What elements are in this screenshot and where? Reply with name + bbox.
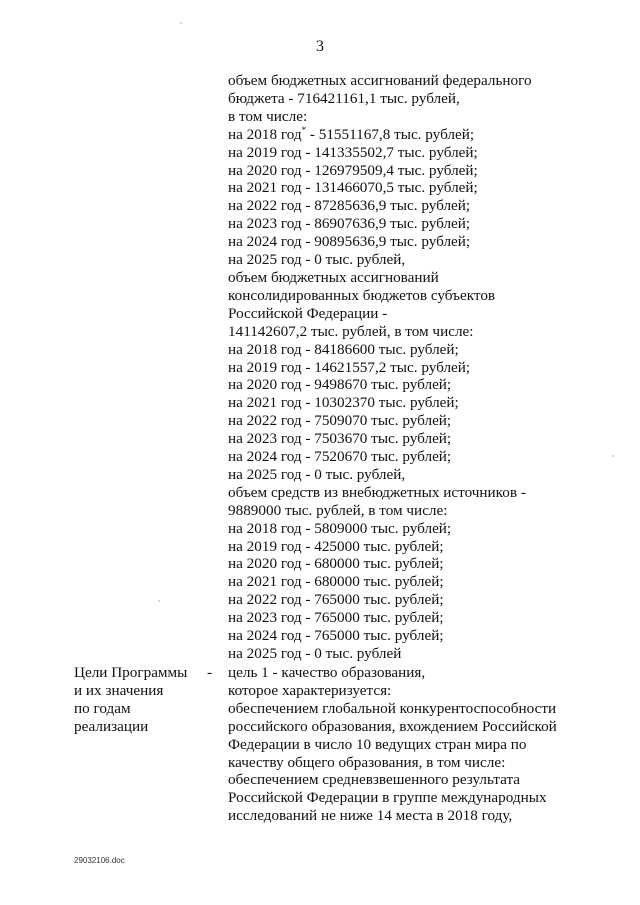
federal-year-line: на 2020 год - 126979509,4 тыс. рублей;	[228, 161, 478, 179]
federal-title: объем бюджетных ассигнований федерального	[228, 72, 532, 89]
goals-text-line: обеспечением средневзвешенного результата	[228, 771, 521, 789]
extrabudget-year-line: на 2023 год - 765000 тыс. рублей;	[228, 609, 444, 627]
regional-year-line: на 2020 год - 9498670 тыс. рублей;	[228, 376, 452, 394]
federal-2018-value: - 51551167,8 тыс. рублей;	[306, 125, 475, 143]
scan-speck	[158, 600, 160, 602]
regional-title: объем бюджетных ассигнований	[228, 268, 439, 286]
regional-year-line: на 2022 год - 7509070 тыс. рублей;	[228, 412, 452, 430]
regional-year-line: на 2019 год - 14621557,2 тыс. рублей;	[228, 358, 471, 376]
regional-year-line: на 2023 год - 7503670 тыс. рублей;	[228, 430, 452, 448]
federal-2018-label: на 2018 год	[228, 125, 302, 143]
goals-section-label	[74, 664, 204, 736]
goals-text-line: качеству общего образования, в том числе:	[228, 753, 506, 771]
extrabudget-year-line: на 2018 год - 5809000 тыс. рублей;	[228, 519, 452, 537]
regional-title: консолидированных бюджетов субъектов	[228, 286, 496, 304]
regional-title: Российской Федерации -	[228, 304, 388, 322]
goals-label-line: Цели Программы	[74, 664, 188, 681]
goals-label-line: реализации	[74, 717, 149, 735]
federal-including: в том числе:	[228, 107, 308, 125]
regional-year-line: на 2025 год - 0 тыс. рублей,	[228, 465, 406, 483]
extrabudget-year-line: на 2024 год - 765000 тыс. рублей;	[228, 627, 444, 645]
goals-text-line: обеспечением глобальной конкурентоспособности	[228, 699, 557, 717]
extrabudget-year-line: на 2022 год - 765000 тыс. рублей;	[228, 591, 444, 609]
regional-total: 141142607,2 тыс. рублей, в том числе:	[228, 322, 474, 340]
goals-label-line: и их значения	[74, 681, 164, 699]
extrabudget-year-line: на 2019 год - 425000 тыс. рублей;	[228, 537, 444, 555]
goals-text-line: цель 1 - качество образования,	[228, 664, 426, 681]
goals-description	[228, 664, 608, 825]
goals-label-line: по годам	[74, 699, 131, 717]
regional-year-line: на 2021 год - 10302370 тыс. рублей;	[228, 394, 459, 412]
goals-text-line: исследований не ниже 14 места в 2018 году,	[228, 807, 513, 825]
goals-text-line: российского образования, вхождением Российской	[228, 717, 557, 735]
federal-total: бюджета - 716421161,1 тыс. рублей,	[228, 89, 460, 107]
regional-year-line: на 2024 год - 7520670 тыс. рублей;	[228, 448, 452, 466]
goals-dash: -	[207, 664, 213, 681]
extrabudget-year-line: на 2025 год - 0 тыс. рублей	[228, 645, 402, 662]
scan-speck	[612, 455, 614, 457]
federal-year-line: на 2023 год - 86907636,9 тыс. рублей;	[228, 215, 471, 233]
extrabudget-total: 9889000 тыс. рублей, в том числе:	[228, 501, 448, 519]
document-code: 29032106.doc	[74, 856, 125, 865]
federal-year-line: на 2025 год - 0 тыс. рублей,	[228, 251, 406, 269]
federal-year-line: на 2021 год - 131466070,5 тыс. рублей;	[228, 179, 478, 197]
funding-block	[228, 72, 588, 663]
extrabudget-year-line: на 2021 год - 680000 тыс. рублей;	[228, 573, 444, 591]
goals-text-line: Российской Федерации в группе международных	[228, 789, 547, 807]
extrabudget-title: объем средств из внебюджетных источников -	[228, 483, 526, 501]
page-number: 3	[316, 38, 324, 55]
regional-year-line: на 2018 год - 84186600 тыс. рублей;	[228, 340, 459, 358]
scan-speck	[180, 22, 182, 24]
extrabudget-year-line: на 2020 год - 680000 тыс. рублей;	[228, 555, 444, 573]
footnote-mark: *	[301, 124, 307, 135]
goals-text-line: которое характеризуется:	[228, 681, 392, 699]
federal-year-2018	[228, 126, 588, 144]
federal-year-line: на 2022 год - 87285636,9 тыс. рублей;	[228, 197, 471, 215]
federal-year-line: на 2024 год - 90895636,9 тыс. рублей;	[228, 233, 471, 251]
federal-year-line: на 2019 год - 141335502,7 тыс. рублей;	[228, 143, 478, 161]
goals-text-line: Федерации в число 10 ведущих стран мира по	[228, 735, 527, 753]
